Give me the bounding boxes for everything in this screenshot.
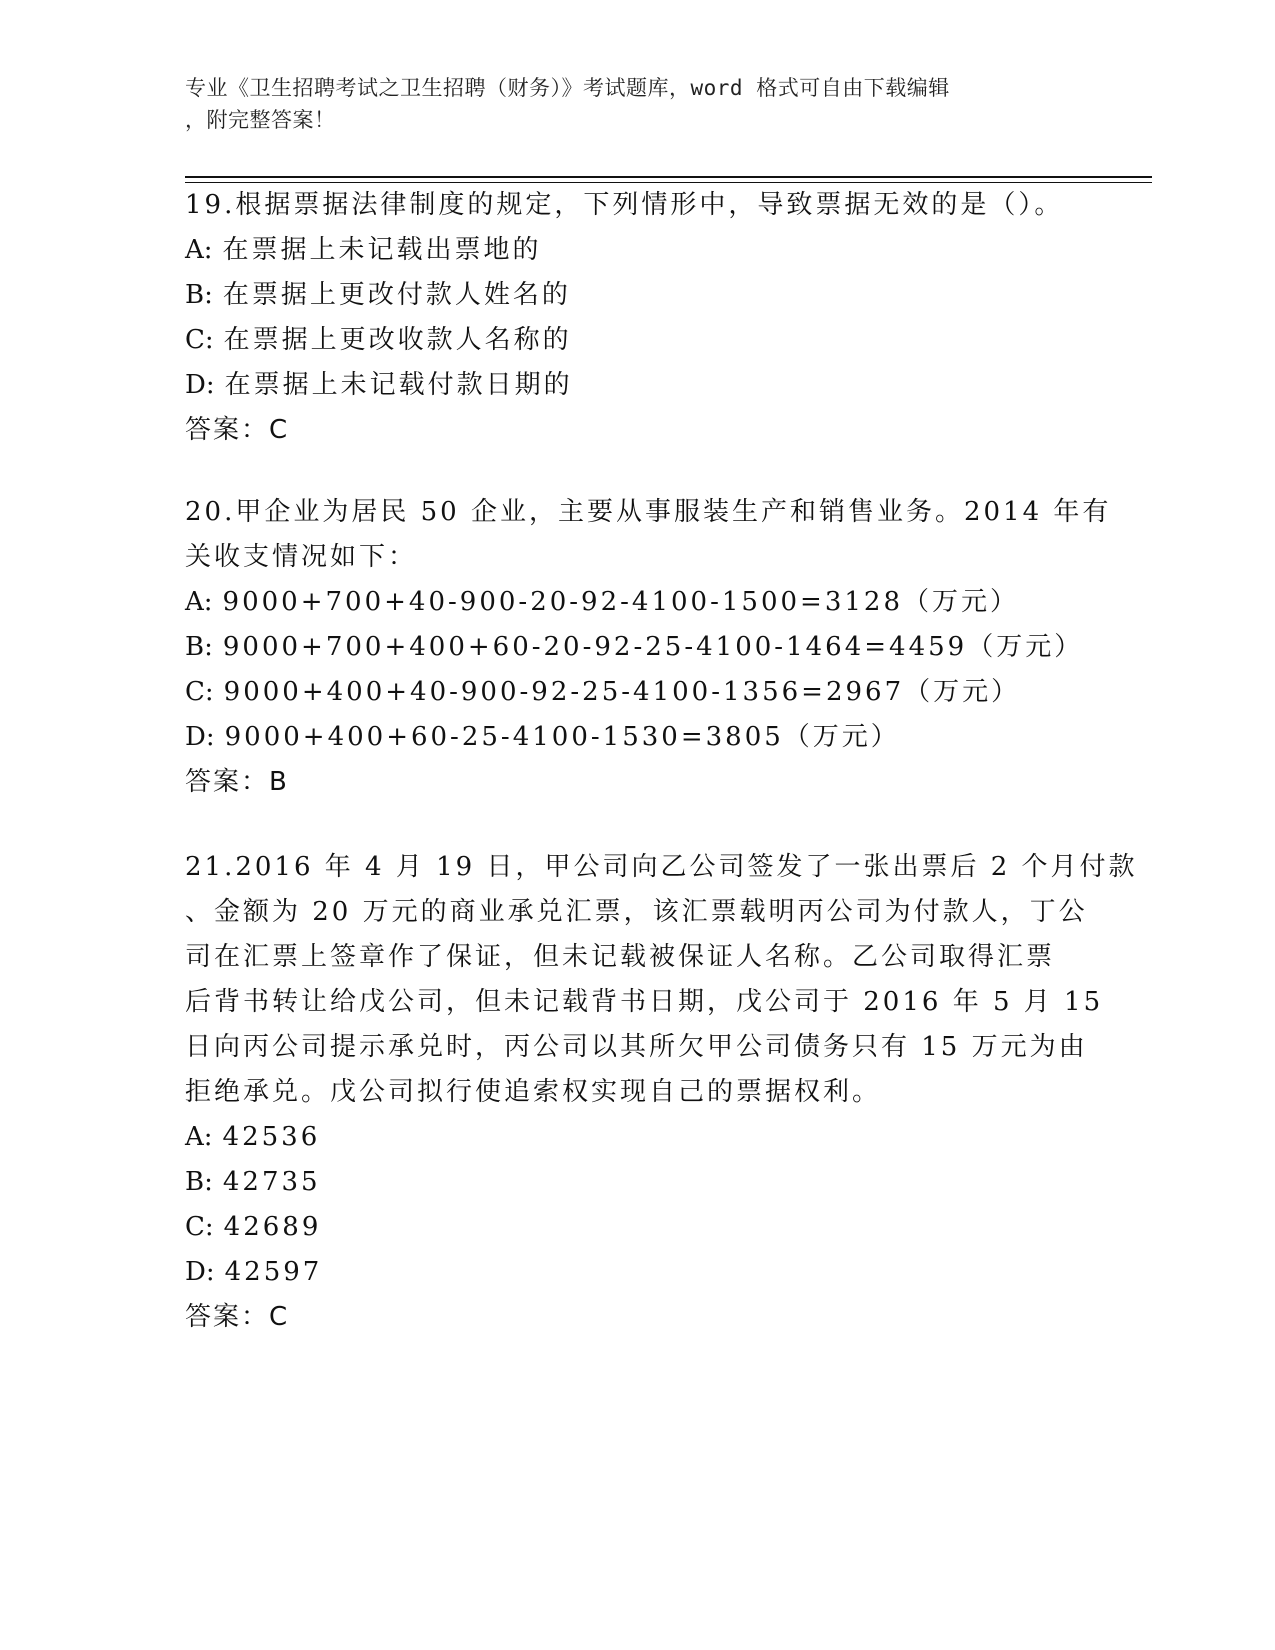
question-20 [185, 490, 1112, 805]
option-b [185, 1160, 1085, 1205]
option-label: B: [185, 280, 213, 310]
option-label: A: [185, 1122, 213, 1152]
answer-line: 答案：C [185, 415, 290, 445]
document-header [185, 72, 1065, 136]
question-stem-line: 司在汇票上签章作了保证，但未记载被保证人名称。乙公司取得汇票 [185, 942, 1056, 972]
option-label: B: [185, 632, 213, 662]
option-label: B: [185, 1167, 213, 1197]
answer-line: 答案：C [185, 1302, 290, 1332]
question-stem-line: 、金额为 20 万元的商业承兑汇票，该汇票载明丙公司为付款人，丁公 [185, 897, 1088, 927]
option-label: A: [185, 587, 213, 617]
header-rule-thick [185, 176, 1152, 178]
question-stem-line: 19.根据票据法律制度的规定，下列情形中，导致票据无效的是（）。 [185, 190, 1064, 220]
option-text: 在票据上未记载付款日期的 [224, 370, 573, 400]
option-text: 在票据上更改付款人姓名的 [222, 280, 571, 310]
answer-line: 答案：B [185, 767, 289, 797]
option-text: 在票据上未记载出票地的 [222, 235, 542, 265]
option-text: 9000+700+400+60-20-92-25-4100-1464=4459（万元） [222, 632, 1084, 662]
option-text: 9000+400+60-25-4100-1530=3805（万元） [224, 722, 900, 752]
question-stem-line: 后背书转让给戊公司，但未记载背书日期，戊公司于 2016 年 5 月 15 [185, 987, 1104, 1017]
option-text: 42597 [224, 1257, 323, 1287]
question-stem-line: 日向丙公司提示承兑时，丙公司以其所欠甲公司债务只有 15 万元为由 [185, 1032, 1088, 1062]
option-b [185, 625, 1085, 670]
option-text: 在票据上更改收款人名称的 [223, 325, 572, 355]
question-stem-line: 20.甲企业为居民 50 企业，主要从事服装生产和销售业务。2014 年有 [185, 497, 1112, 527]
option-label: D: [185, 370, 215, 400]
option-text: 9000+400+40-900-92-25-4100-1356=2967（万元） [223, 677, 1021, 707]
question-stem-line: 关收支情况如下： [185, 542, 418, 572]
option-text: 42689 [223, 1212, 322, 1242]
question-19 [185, 183, 1085, 453]
option-label: C: [185, 1212, 214, 1242]
option-c [185, 318, 1085, 363]
option-text: 42735 [222, 1167, 321, 1197]
option-d [185, 715, 1085, 760]
option-label: D: [185, 722, 215, 752]
option-c [185, 670, 1085, 715]
question-21 [185, 845, 1138, 1340]
option-label: D: [185, 1257, 215, 1287]
option-text: 42536 [222, 1122, 321, 1152]
option-b [185, 273, 1085, 318]
option-a [185, 228, 1085, 273]
option-a [185, 1115, 1085, 1160]
option-d [185, 363, 1085, 408]
option-a [185, 580, 1085, 625]
option-c [185, 1205, 1085, 1250]
option-d [185, 1250, 1085, 1295]
header-line-2: ，附完整答案！ [185, 108, 336, 132]
option-label: C: [185, 325, 214, 355]
option-text: 9000+700+40-900-20-92-4100-1500=3128（万元） [222, 587, 1020, 617]
option-label: A: [185, 235, 213, 265]
header-line-1: 专业《卫生招聘考试之卫生招聘（财务）》考试题库，word 格式可自由下载编辑 [185, 76, 950, 100]
question-stem-line: 拒绝承兑。戊公司拟行使追索权实现自己的票据权利。 [185, 1077, 882, 1107]
question-stem-line: 21.2016 年 4 月 19 日，甲公司向乙公司签发了一张出票后 2 个月付款 [185, 852, 1138, 882]
option-label: C: [185, 677, 214, 707]
